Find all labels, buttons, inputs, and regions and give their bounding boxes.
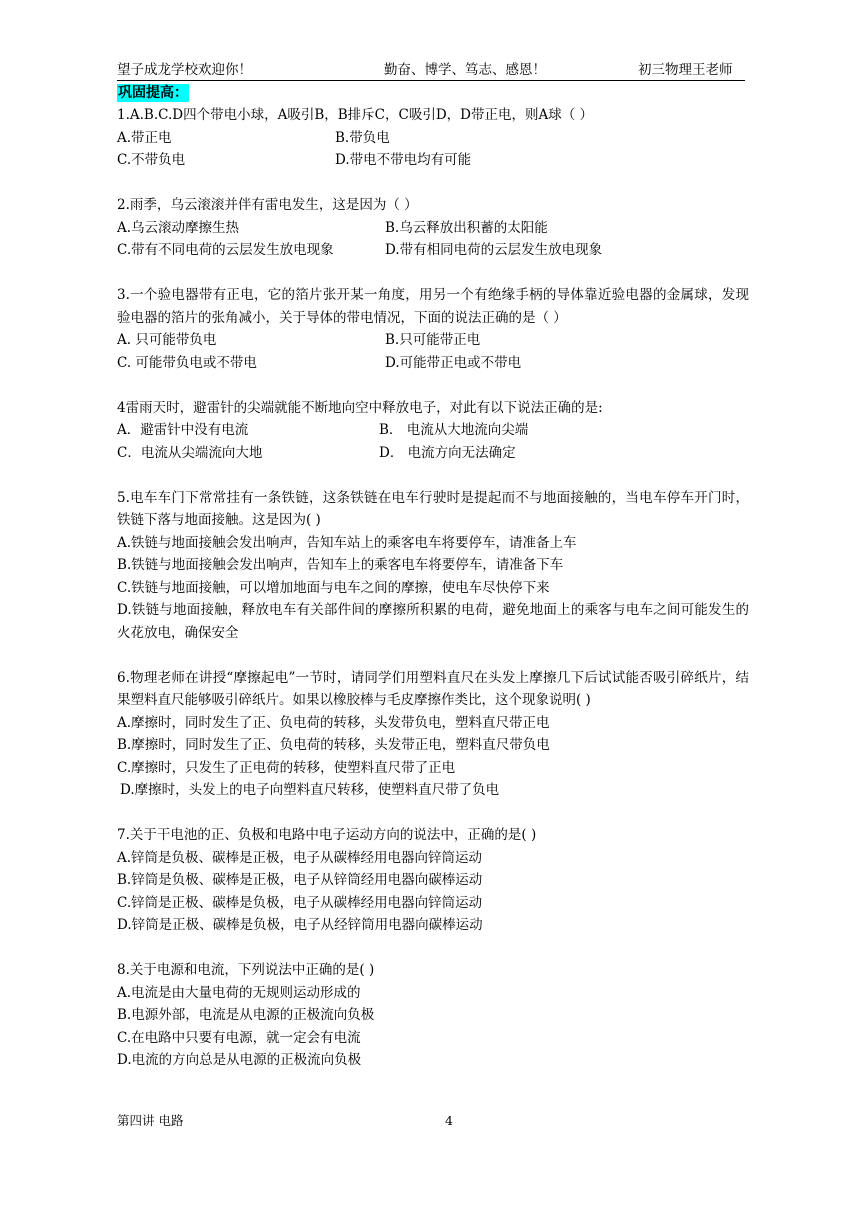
option-a: A. 只可能带负电 <box>117 332 217 348</box>
option-d: D.铁链与地面接触，释放电车有关部件间的摩擦所积累的电荷，避免地面上的乘客与电车之间可能发生的火花放电，确保安全 <box>117 602 749 641</box>
question-1 <box>117 104 749 172</box>
header-motto: 勤奋、博学、笃志、感恩！ <box>384 62 546 78</box>
question-8 <box>117 959 749 1072</box>
question-7 <box>117 824 749 937</box>
page-number: 4 <box>445 1113 453 1128</box>
option-d: D.可能带正电或不带电 <box>385 354 522 371</box>
option-d: D.电流的方向总是从电源的正极流向负极 <box>117 1052 362 1068</box>
option-b: B.电源外部，电流是从电源的正极流向负极 <box>117 1007 375 1023</box>
header-school-slogan: 望子成龙学校欢迎你！ <box>117 62 252 78</box>
section-title: 巩固提高： <box>118 85 188 101</box>
option-a: A．避雷针中没有电流 <box>117 422 249 438</box>
question-3 <box>117 284 749 374</box>
option-c: C. 可能带负电或不带电 <box>117 354 257 371</box>
option-c: C.在电路中只要有电源，就一定会有电流 <box>117 1029 361 1046</box>
option-d: D.锌筒是正极、碳棒是负极，电子从经锌筒用电器向碳棒运动 <box>117 917 483 933</box>
option-c: C.不带负电 <box>117 152 186 168</box>
option-d: D.带有相同电荷的云层发生放电现象 <box>385 242 603 258</box>
option-c: C.锌筒是正极、碳棒是负极，电子从碳棒经用电器向锌筒运动 <box>117 894 483 911</box>
question-stem: 3.一个验电器带有正电，它的箔片张开某一角度，用另一个有绝缘手柄的导体靠近验电器的金属球，发现验电器的箔片的张角减小，关于导体的带电情况，下面的说法正确的是（ ） <box>117 287 749 326</box>
question-6 <box>117 667 749 802</box>
option-row <box>117 149 749 172</box>
question-stem: 2.雨季，乌云滚滚并伴有雷电发生，这是因为（ ） <box>117 197 418 213</box>
option-b: B.铁链与地面接触会发出响声，告知车上的乘客电车将要停车，请准备下车 <box>117 557 564 573</box>
question-stem: 1.A.B.C.D四个带电小球，A吸引B，B排斥C，C吸引D，D带正电，则A球（ ） <box>117 107 594 123</box>
page-footer <box>117 1111 745 1131</box>
option-b: B． 电流从大地流向尖端 <box>379 422 529 438</box>
option-row <box>117 127 749 150</box>
question-stem: 6.物理老师在讲授“摩擦起电”一节时，请同学们用塑料直尺在头发上摩擦几下后试试能否吸引碎纸片，结果塑料直尺能够吸引碎纸片。如果以橡胶棒与毛皮摩擦作类比，这个现象说明( ) <box>117 669 749 708</box>
option-d: D.摩擦时，头发上的电子向塑料直尺转移，使塑料直尺带了负电 <box>120 782 500 798</box>
question-stem: 7.关于干电池的正、负极和电路中电子运动方向的说法中，正确的是( ) <box>117 827 537 843</box>
option-a: A.摩擦时，同时发生了正、负电荷的转移，头发带负电，塑料直尺带正电 <box>117 714 550 731</box>
header-teacher: 初三物理王老师 <box>638 62 733 78</box>
option-a: A.带正电 <box>117 129 172 146</box>
option-b: B.摩擦时，同时发生了正、负电荷的转移，头发带正电，塑料直尺带负电 <box>117 737 550 753</box>
option-row <box>117 352 749 375</box>
question-list <box>117 104 749 1094</box>
option-c: C.铁链与地面接触，可以增加地面与电车之间的摩擦，使电车尽快停下来 <box>117 579 550 596</box>
option-a: A.乌云滚动摩擦生热 <box>117 219 240 236</box>
question-stem: 5.电车车门下常常挂有一条铁链，这条铁链在电车行驶时是提起而不与地面接触的，当电车停车开门时，铁链下落与地面接触。这是因为( ) <box>117 489 749 528</box>
option-c: C．电流从尖端流向大地 <box>117 444 263 461</box>
option-row <box>117 419 749 442</box>
question-stem: 8.关于电源和电流，下列说法中正确的是( ) <box>117 962 375 978</box>
option-a: A.电流是由大量电荷的无规则运动形成的 <box>117 984 361 1001</box>
page-header <box>117 60 745 80</box>
option-row <box>117 329 749 352</box>
option-row <box>117 442 749 465</box>
option-d: D.带电不带电均有可能 <box>335 152 472 168</box>
option-b: B.带负电 <box>335 129 390 146</box>
option-b: B.锌筒是负极、碳棒是正极，电子从锌筒经用电器向碳棒运动 <box>117 872 483 888</box>
footer-chapter: 第四讲 电路 <box>117 1113 184 1128</box>
option-d: D． 电流方向无法确定 <box>379 444 516 461</box>
option-b: B.只可能带正电 <box>385 332 481 348</box>
question-5 <box>117 487 749 645</box>
question-2 <box>117 194 749 262</box>
option-a: A.锌筒是负极、碳棒是正极，电子从碳棒经用电器向锌筒运动 <box>117 849 483 866</box>
option-row <box>117 239 749 262</box>
option-a: A.铁链与地面接触会发出响声，告知车站上的乘客电车将要停车，请准备上车 <box>117 534 577 551</box>
option-c: C.摩擦时，只发生了正电荷的转移，使塑料直尺带了正电 <box>117 759 456 776</box>
header-divider <box>117 80 745 81</box>
option-b: B.乌云释放出积蓄的太阳能 <box>385 219 548 236</box>
question-stem: 4雷雨天时，避雷针的尖端就能不断地向空中释放电子，对此有以下说法正确的是: <box>117 399 603 416</box>
question-4 <box>117 397 749 465</box>
option-c: C.带有不同电荷的云层发生放电现象 <box>117 242 334 258</box>
option-row <box>117 217 749 240</box>
